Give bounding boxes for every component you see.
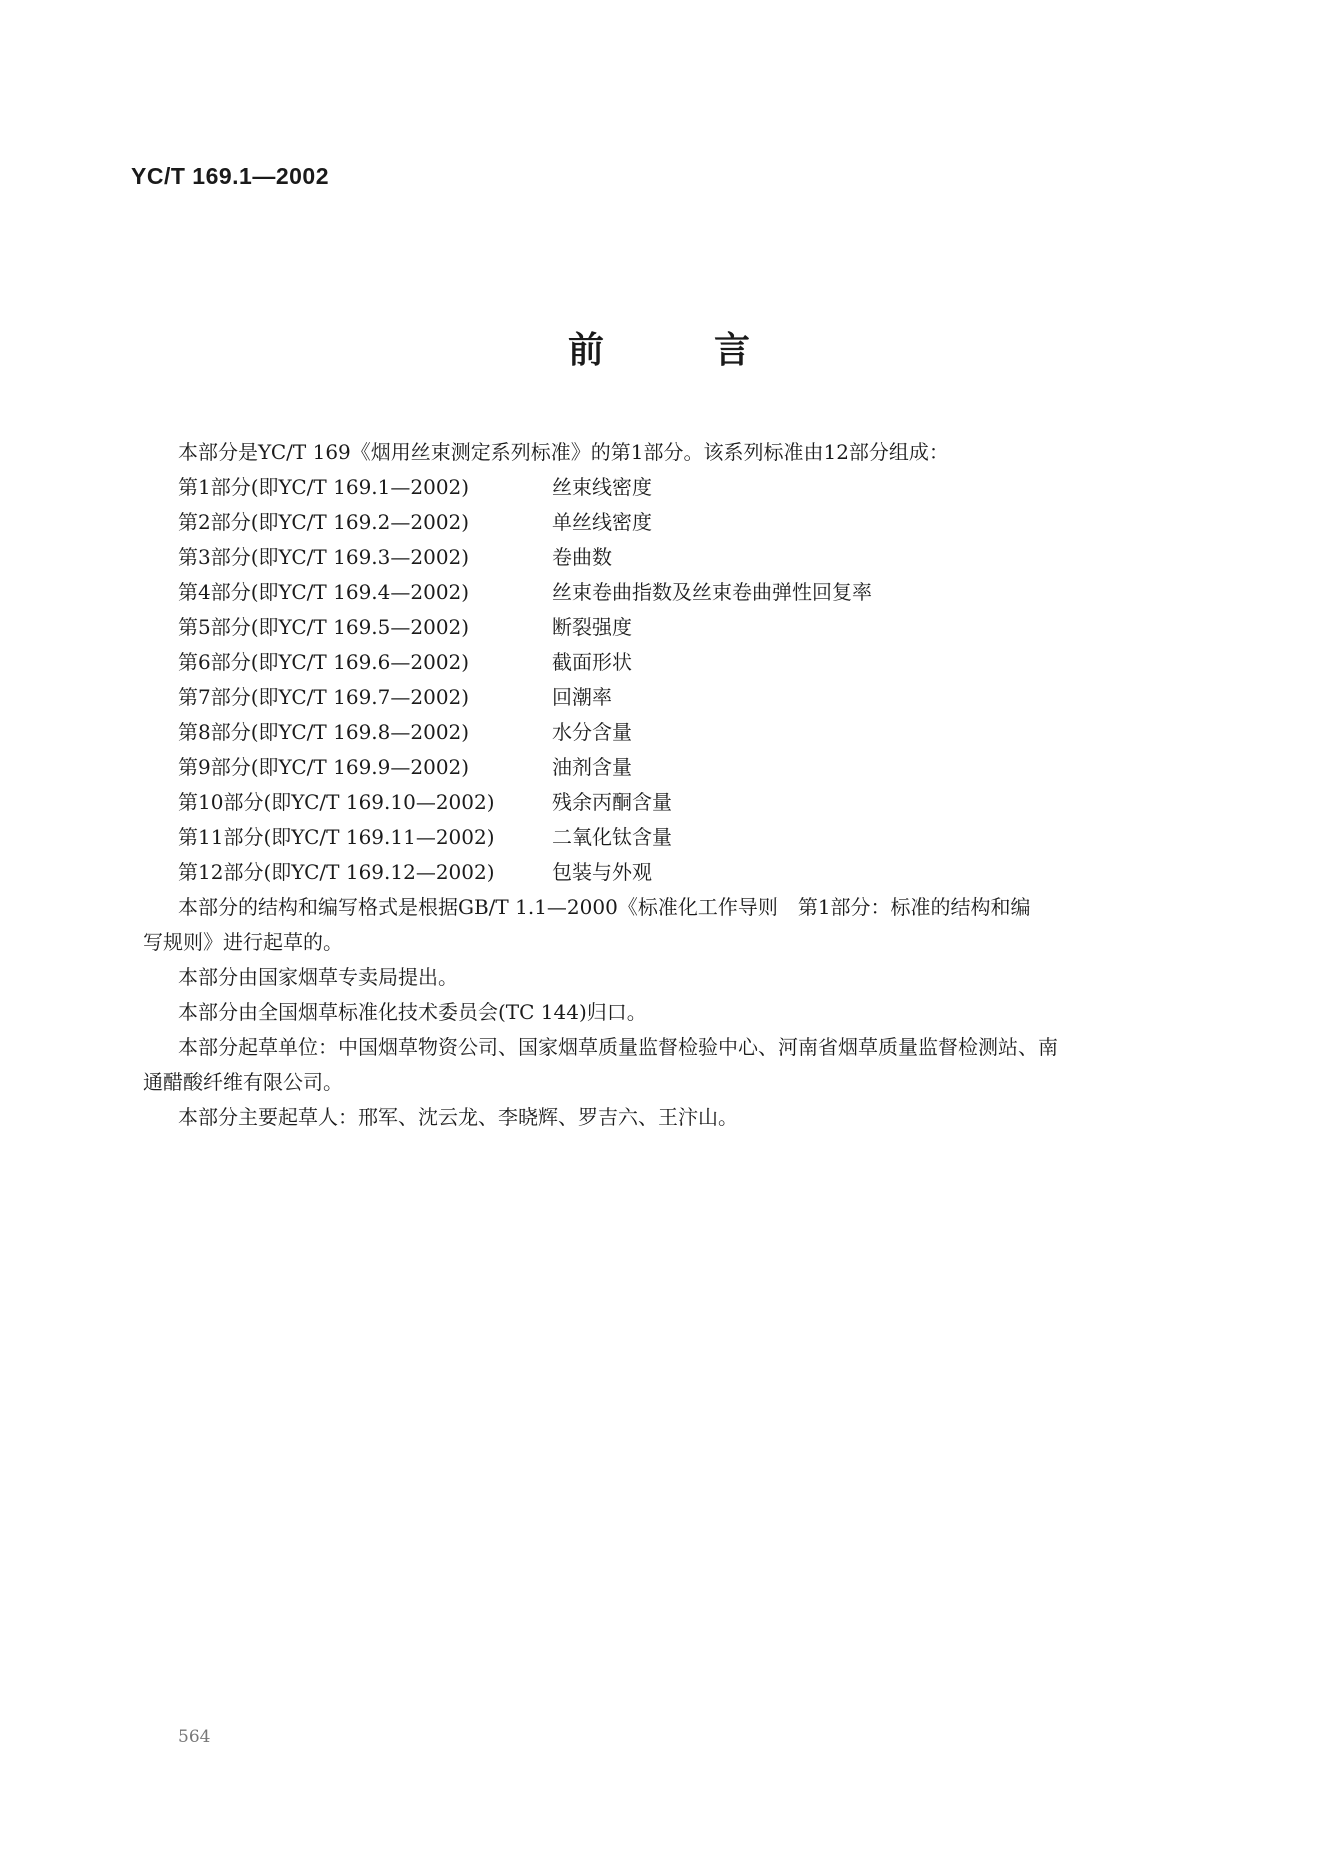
drafters-paragraph: 本部分主要起草人：邢军、沈云龙、李晓辉、罗吉六、王汴山。 — [178, 1105, 738, 1129]
part-name: 丝束卷曲指数及丝束卷曲弹性回复率 — [552, 580, 872, 604]
centralized-paragraph: 本部分由全国烟草标准化技术委员会(TC 144)归口。 — [178, 1000, 647, 1024]
part-name: 截面形状 — [552, 650, 632, 674]
intro-paragraph: 本部分是YC/T 169《烟用丝束测定系列标准》的第1部分。该系列标准由12部分组成： — [178, 440, 949, 464]
part-code: 第1部分(即YC/T 169.1—2002) — [178, 475, 470, 499]
page-number: 564 — [178, 1727, 211, 1747]
list-item — [178, 471, 652, 500]
part-code: 第8部分(即YC/T 169.8—2002) — [178, 720, 470, 744]
part-name: 残余丙酮含量 — [552, 790, 672, 814]
list-item — [178, 856, 652, 885]
page-title: 前言 — [567, 329, 860, 371]
part-name: 丝束线密度 — [552, 475, 652, 499]
part-name: 二氧化钛含量 — [552, 825, 672, 849]
part-name: 包装与外观 — [552, 860, 652, 884]
part-name: 断裂强度 — [552, 615, 632, 639]
part-code: 第6部分(即YC/T 169.6—2002) — [178, 650, 470, 674]
part-name: 水分含量 — [552, 720, 632, 744]
list-item — [178, 786, 672, 815]
part-code: 第5部分(即YC/T 169.5—2002) — [178, 615, 470, 639]
part-code: 第10部分(即YC/T 169.10—2002) — [178, 790, 495, 814]
proposed-paragraph: 本部分由国家烟草专卖局提出。 — [178, 965, 458, 989]
list-item — [178, 751, 632, 780]
part-name: 油剂含量 — [552, 755, 632, 779]
list-item — [178, 541, 612, 570]
list-item — [178, 681, 612, 710]
part-code: 第3部分(即YC/T 169.3—2002) — [178, 545, 470, 569]
drafting-units-line2: 通醋酸纤维有限公司。 — [143, 1070, 343, 1094]
list-item — [178, 576, 872, 605]
structure-paragraph-line1: 本部分的结构和编写格式是根据GB/T 1.1—2000《标准化工作导则 第1部分：标准的结构和编 — [178, 895, 1031, 919]
part-name: 卷曲数 — [552, 545, 612, 569]
part-code: 第9部分(即YC/T 169.9—2002) — [178, 755, 470, 779]
list-item — [178, 646, 632, 675]
part-code: 第12部分(即YC/T 169.12—2002) — [178, 860, 495, 884]
standard-number: YC/T 169.1—2002 — [131, 163, 330, 189]
part-name: 单丝线密度 — [552, 510, 652, 534]
part-code: 第11部分(即YC/T 169.11—2002) — [178, 825, 495, 849]
part-code: 第2部分(即YC/T 169.2—2002) — [178, 510, 470, 534]
list-item — [178, 821, 672, 850]
list-item — [178, 716, 632, 745]
structure-paragraph-line2: 写规则》进行起草的。 — [143, 930, 343, 954]
part-code: 第7部分(即YC/T 169.7—2002) — [178, 685, 470, 709]
drafting-units-line1: 本部分起草单位：中国烟草物资公司、国家烟草质量监督检验中心、河南省烟草质量监督检测站、南 — [178, 1035, 1058, 1059]
part-name: 回潮率 — [552, 685, 612, 709]
list-item — [178, 611, 632, 640]
part-code: 第4部分(即YC/T 169.4—2002) — [178, 580, 470, 604]
list-item — [178, 506, 652, 535]
